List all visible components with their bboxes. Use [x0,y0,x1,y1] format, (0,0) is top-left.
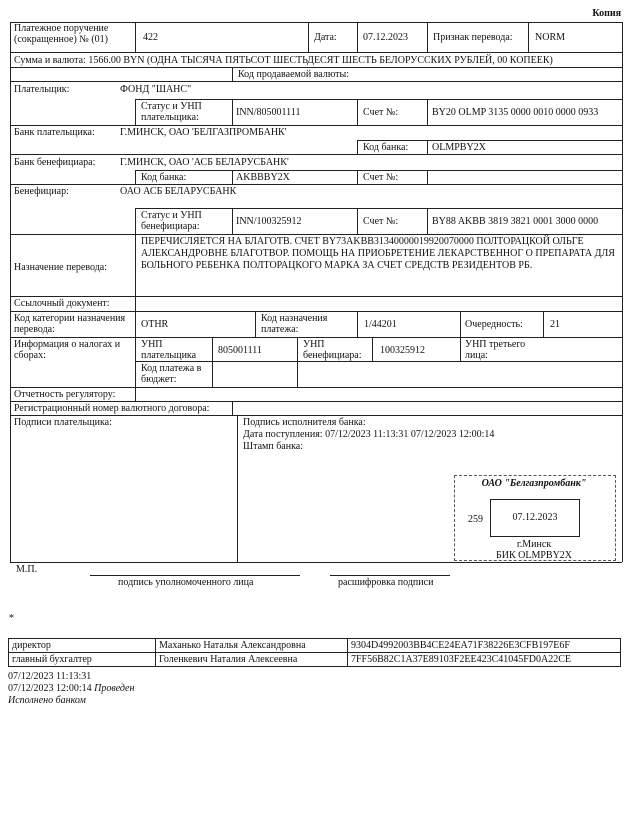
priority: 21 [550,319,560,330]
signer-hash: 9304D4992003BB4CE24EA71F38226E3CFB197E6F [348,639,621,653]
footer-time-1: 07/12/2023 11:13:31 [8,671,92,682]
purpose-code-label: Код назначения платежа: [261,313,328,335]
payer-bank-label: Банк плательщика: [14,127,95,138]
beneficiary-bank-label: Банк бенефициара: [14,157,96,168]
purpose-code: 1/44201 [364,319,397,330]
order-number: 422 [143,32,158,43]
footer-time-2-line [8,683,134,694]
stamp-number: 259 [468,514,483,525]
taxes-label: Информация о налогах и сборах: [14,339,121,361]
payer-unp-label: УНП плательщика [141,339,197,361]
signer-role: директор [9,639,156,653]
sold-currency-label: Код продаваемой валюты: [238,69,350,80]
bank-sign-label: Подпись исполнителя банка: [243,417,366,428]
beneficiary-unp-label: УНП бенефициара: [303,339,362,361]
table-row [9,653,621,667]
beneficiary-bank-code: AKBBBY2X [236,172,290,183]
signer-role: главный бухгалтер [9,653,156,667]
order-title: Платежное поручение (сокращенное) № (01) [14,23,109,45]
transfer-sign: NORM [535,32,566,43]
payer-account: BY20 OLMP 3135 0000 0010 0000 0933 [432,107,599,118]
regulator-label: Отчетность регулятору: [14,389,116,400]
payer-label: Плательщик: [14,84,70,95]
payer-bank-name: Г.МИНСК, ОАО 'БЕЛГАЗПРОМБАНК' [120,127,287,138]
transfer-sign-label: Признак перевода: [433,32,513,43]
priority-label: Очередность: [465,319,523,330]
stamp-date: 07.12.2023 [512,512,558,523]
payer-name: ФОНД "ШАНС" [120,84,192,95]
payer-bank-code-label: Код банка: [363,142,409,153]
signers-table [8,638,621,667]
footer-executed: Исполнено банком [8,695,86,706]
sign-line [90,575,300,576]
mp-label: М.П. [16,564,38,575]
purpose-text: ПЕРЕЧИСЛЯЕТСЯ НА БЛАГОТВ. СЧЕТ BY73AKBB31340000019920070000 ПОЛТОРАЦКОЙ ОЛЬГЕ АЛЕКСАНДРОВНЕ БЛАГОТВОР. ПОМОЩЬ НА ПРИОБРЕТЕНИЕ ЛЕКАРСТВЕННОГ О ПРЕПАРАТА ДЛЯ БОЛЬНОГО РЕБЕНКА ПОЛТОРАЦКОГО МАРКА ЗА СЧЕТ СРЕДСТВ РЕЗИДЕНТОВ РБ. [141,236,615,271]
purpose-label: Назначение перевода: [14,262,108,273]
stamp-label: Штамп банка: [243,441,303,452]
table-row [9,639,621,653]
reference-label: Ссылочный документ: [14,298,110,309]
footer-time-2: 07/12/2023 12:00:14 [8,683,92,694]
signer-name: Голенкевич Наталия Алексеевна [156,653,348,667]
payer-status: INN/805001111 [236,107,301,118]
signer-name: Маханько Наталья Александровна [156,639,348,653]
beneficiary-bank-account-label: Счет №: [363,172,399,183]
payer-status-label: Статус и УНП плательщика: [141,101,202,123]
budget-code-label: Код платежа в бюджет: [141,363,202,385]
signer-hash: 7FF56B82C1A37E89103F2EE423C41045FD0A22CE [348,653,621,667]
order-date: 07.12.2023 [363,32,408,43]
received-date: Дата поступления: 07/12/2023 11:13:31 07/12/2023 12:00:14 [243,429,495,440]
beneficiary-bank-name: Г.МИНСК, ОАО 'АСБ БЕЛАРУСБАНК' [120,157,289,168]
category-label: Код категории назначения перевода: [14,313,126,335]
contract-label: Регистрационный номер валютного договора: [14,403,210,414]
beneficiary-account: BY88 AKBB 3819 3821 0001 3000 0000 [432,216,599,227]
copy-label: Копия [592,8,621,19]
amount-line: Сумма и валюта: 1566.00 BYN (ОДНА ТЫСЯЧА ПЯТЬСОТ ШЕСТЬДЕСЯТ ШЕСТЬ БЕЛОРУССКИХ РУБЛЕЙ, 00 КОПЕЕК) [14,55,553,66]
stamp-bic: БИК OLMPBY2X [495,550,573,561]
payer-account-label: Счет №: [363,107,399,118]
beneficiary-bank-code-label: Код банка: [141,172,187,183]
sign-caption: подпись уполномоченного лица [118,577,254,588]
payer-unp: 805001111 [218,345,262,356]
beneficiary-name: ОАО АСБ БЕЛАРУСБАНК [120,186,237,197]
decode-caption: расшифровка подписи [338,577,434,588]
date-label: Дата: [314,32,337,43]
stamp-bank-name: ОАО "Белгазпромбанк" [481,478,587,489]
beneficiary-status: INN/100325912 [236,216,302,227]
footer-status: Проведен [94,683,135,694]
category-value: OTHR [141,319,169,330]
third-party-unp-label: УНП третьего лица: [465,339,526,361]
beneficiary-unp: 100325912 [380,345,425,356]
payer-signatures-label: Подписи плательщика: [14,417,112,428]
asterisk: * [9,613,14,624]
payer-bank-code: OLMPBY2X [432,142,486,153]
decode-line [330,575,450,576]
stamp-city: г.Минск [516,539,552,550]
beneficiary-status-label: Статус и УНП бенефициара: [141,210,202,232]
beneficiary-label: Бенефициар: [14,186,69,197]
beneficiary-account-label: Счет №: [363,216,399,227]
